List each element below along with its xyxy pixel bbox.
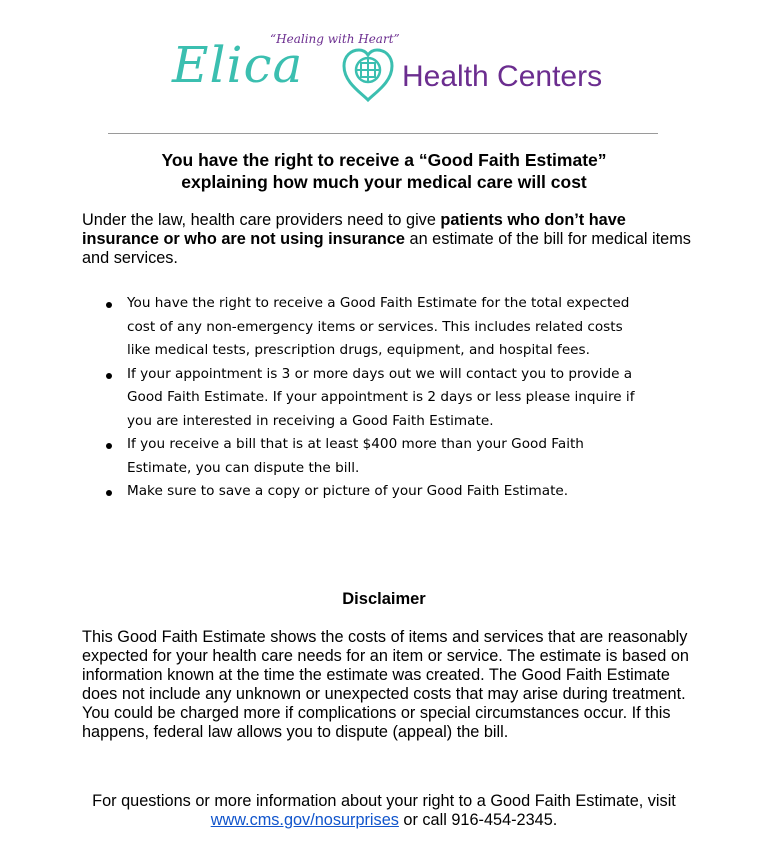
contact-footer: [84, 792, 684, 830]
rights-bullet-list: [100, 292, 640, 504]
list-item: [100, 363, 640, 434]
elica-health-centers-logo: [170, 28, 610, 118]
list-item: [100, 480, 640, 504]
page-headline: [60, 149, 708, 193]
logo-name: Health Centers: [402, 60, 603, 93]
footer-text-after: or call 916-454-2345.: [398, 811, 558, 829]
list-item-text: Make sure to save a copy or picture of your Good Faith Estimate.: [127, 483, 569, 499]
intro-text-before: Under the law, health care providers need to give: [82, 211, 441, 229]
footer-text-before: For questions or more information about your right to a Good Faith Estimate, visit: [92, 792, 676, 810]
list-item-text: If you receive a bill that is at least $400 more than your Good Faith Estimate, you can dispute the bill.: [127, 436, 584, 476]
bullet-dot-icon: [106, 490, 112, 496]
list-item-text: If your appointment is 3 or more days out we will contact you to provide a Good Faith Estimate. If your appointment is 2 days or less please inquire if you are interested in receiving a Good Faith Estimate.: [127, 365, 635, 429]
list-item: [100, 292, 640, 363]
heart-knot-icon: [340, 46, 396, 104]
bullet-dot-icon: [106, 302, 112, 308]
intro-text-bold: patients who don’t have insurance or who are not using insurance: [82, 211, 626, 248]
bullet-dot-icon: [106, 443, 112, 449]
list-item-text: You have the right to receive a Good Faith Estimate for the total expected cost of any non-emergency items or services. This includes related costs like medical tests, prescription drugs, equipment, and hospital fees.: [127, 295, 630, 358]
logo-script-wordmark: Elica: [172, 36, 304, 94]
list-item: [100, 433, 640, 480]
intro-paragraph: [82, 211, 702, 268]
headline-line-2: explaining how much your medical care will cost: [181, 172, 587, 192]
header-divider: [108, 133, 658, 134]
logo-tagline: “Healing with Heart”: [270, 32, 400, 46]
bullet-dot-icon: [106, 373, 112, 379]
disclaimer-heading: Disclaimer: [342, 590, 426, 608]
headline-line-1: You have the right to receive a “Good Faith Estimate”: [161, 150, 607, 170]
disclaimer-body: This Good Faith Estimate shows the costs of items and services that are reasonably expected for your health care needs for an item or service. The estimate is based on information known at the time the estimate was created. The Good Faith Estimate does not include any unknown or unexpected costs that may arise during treatment. You could be charged more if complications or special circumstances occur. If this happens, federal law allows you to dispute (appeal) the bill.: [82, 628, 689, 741]
cms-nosurprises-link[interactable]: www.cms.gov/nosurprises: [210, 811, 399, 829]
intro-text-after: an estimate of the bill for medical items and services.: [82, 230, 691, 267]
